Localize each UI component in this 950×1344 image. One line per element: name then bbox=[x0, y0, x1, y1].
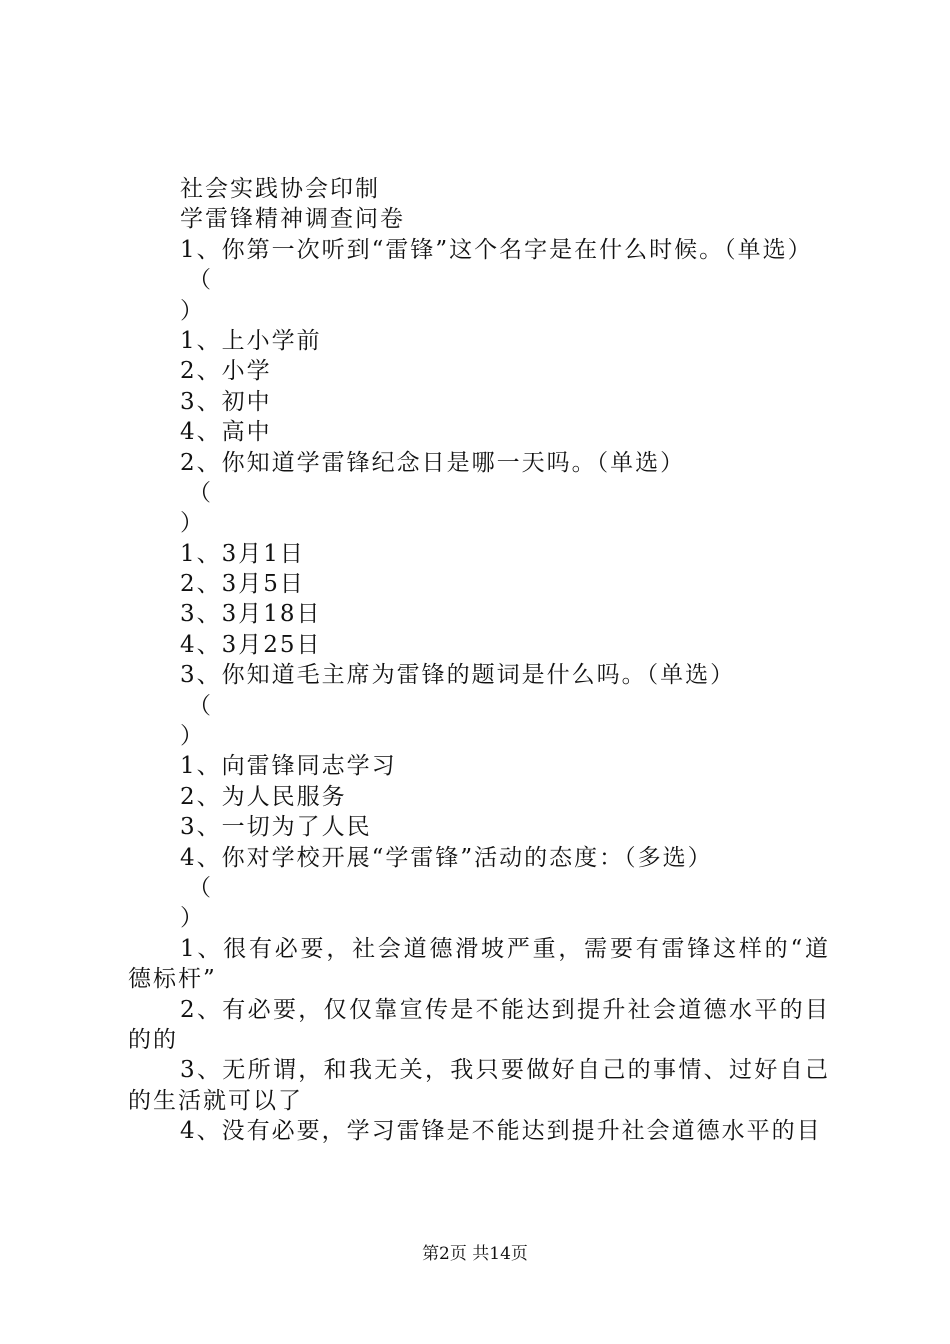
q1-option-2: 2、小学 bbox=[180, 358, 272, 385]
q3-option-3: 3、一切为了人民 bbox=[180, 814, 372, 841]
q3-paren-open: （ bbox=[188, 692, 213, 719]
q1-paren-close: ） bbox=[180, 297, 205, 324]
q2-paren-close: ） bbox=[180, 510, 205, 537]
q4-option-4: 4、没有必要，学习雷锋是不能达到提升社会道德水平的目 bbox=[180, 1118, 822, 1145]
q1-paren-open: （ bbox=[188, 267, 213, 294]
q1-option-3: 3、初中 bbox=[180, 388, 272, 415]
org-line: 社会实践协会印制 bbox=[180, 176, 380, 202]
document-body bbox=[128, 174, 830, 1147]
question-2: 2、你知道学雷锋纪念日是哪一天吗。（单选） bbox=[180, 449, 686, 476]
question-3: 3、你知道毛主席为雷锋的题词是什么吗。（单选） bbox=[180, 662, 736, 689]
survey-title: 学雷锋精神调查问卷 bbox=[180, 206, 405, 233]
q1-option-4: 4、高中 bbox=[180, 419, 272, 446]
q4-option-1: 1、很有必要，社会道德滑坡严重，需要有雷锋这样的“道德标杆” bbox=[128, 935, 830, 993]
question-1: 1、你第一次听到“雷锋”这个名字是在什么时候。（单选） bbox=[180, 236, 813, 263]
page-number: 第2页 共14页 bbox=[422, 1244, 528, 1264]
q2-paren-open: （ bbox=[188, 479, 213, 506]
q2-option-1: 1、3月1日 bbox=[180, 540, 305, 567]
question-4: 4、你对学校开展“学雷锋”活动的态度：（多选） bbox=[180, 844, 713, 871]
q2-option-4: 4、3月25日 bbox=[180, 631, 322, 658]
q3-option-2: 2、为人民服务 bbox=[180, 783, 347, 810]
q3-option-1: 1、向雷锋同志学习 bbox=[180, 753, 397, 780]
q4-paren-open: （ bbox=[188, 875, 213, 901]
q4-option-3: 3、无所谓，和我无关，我只要做好自己的事情、过好自己的生活就可以了 bbox=[128, 1057, 830, 1114]
q2-option-2: 2、3月5日 bbox=[180, 571, 305, 598]
q4-paren-close: ） bbox=[180, 905, 205, 932]
q2-option-3: 3、3月18日 bbox=[180, 601, 322, 628]
q4-option-2: 2、有必要，仅仅靠宣传是不能达到提升社会道德水平的目的的 bbox=[128, 996, 830, 1053]
q1-option-1: 1、上小学前 bbox=[180, 327, 322, 354]
q3-paren-close: ） bbox=[180, 723, 205, 750]
